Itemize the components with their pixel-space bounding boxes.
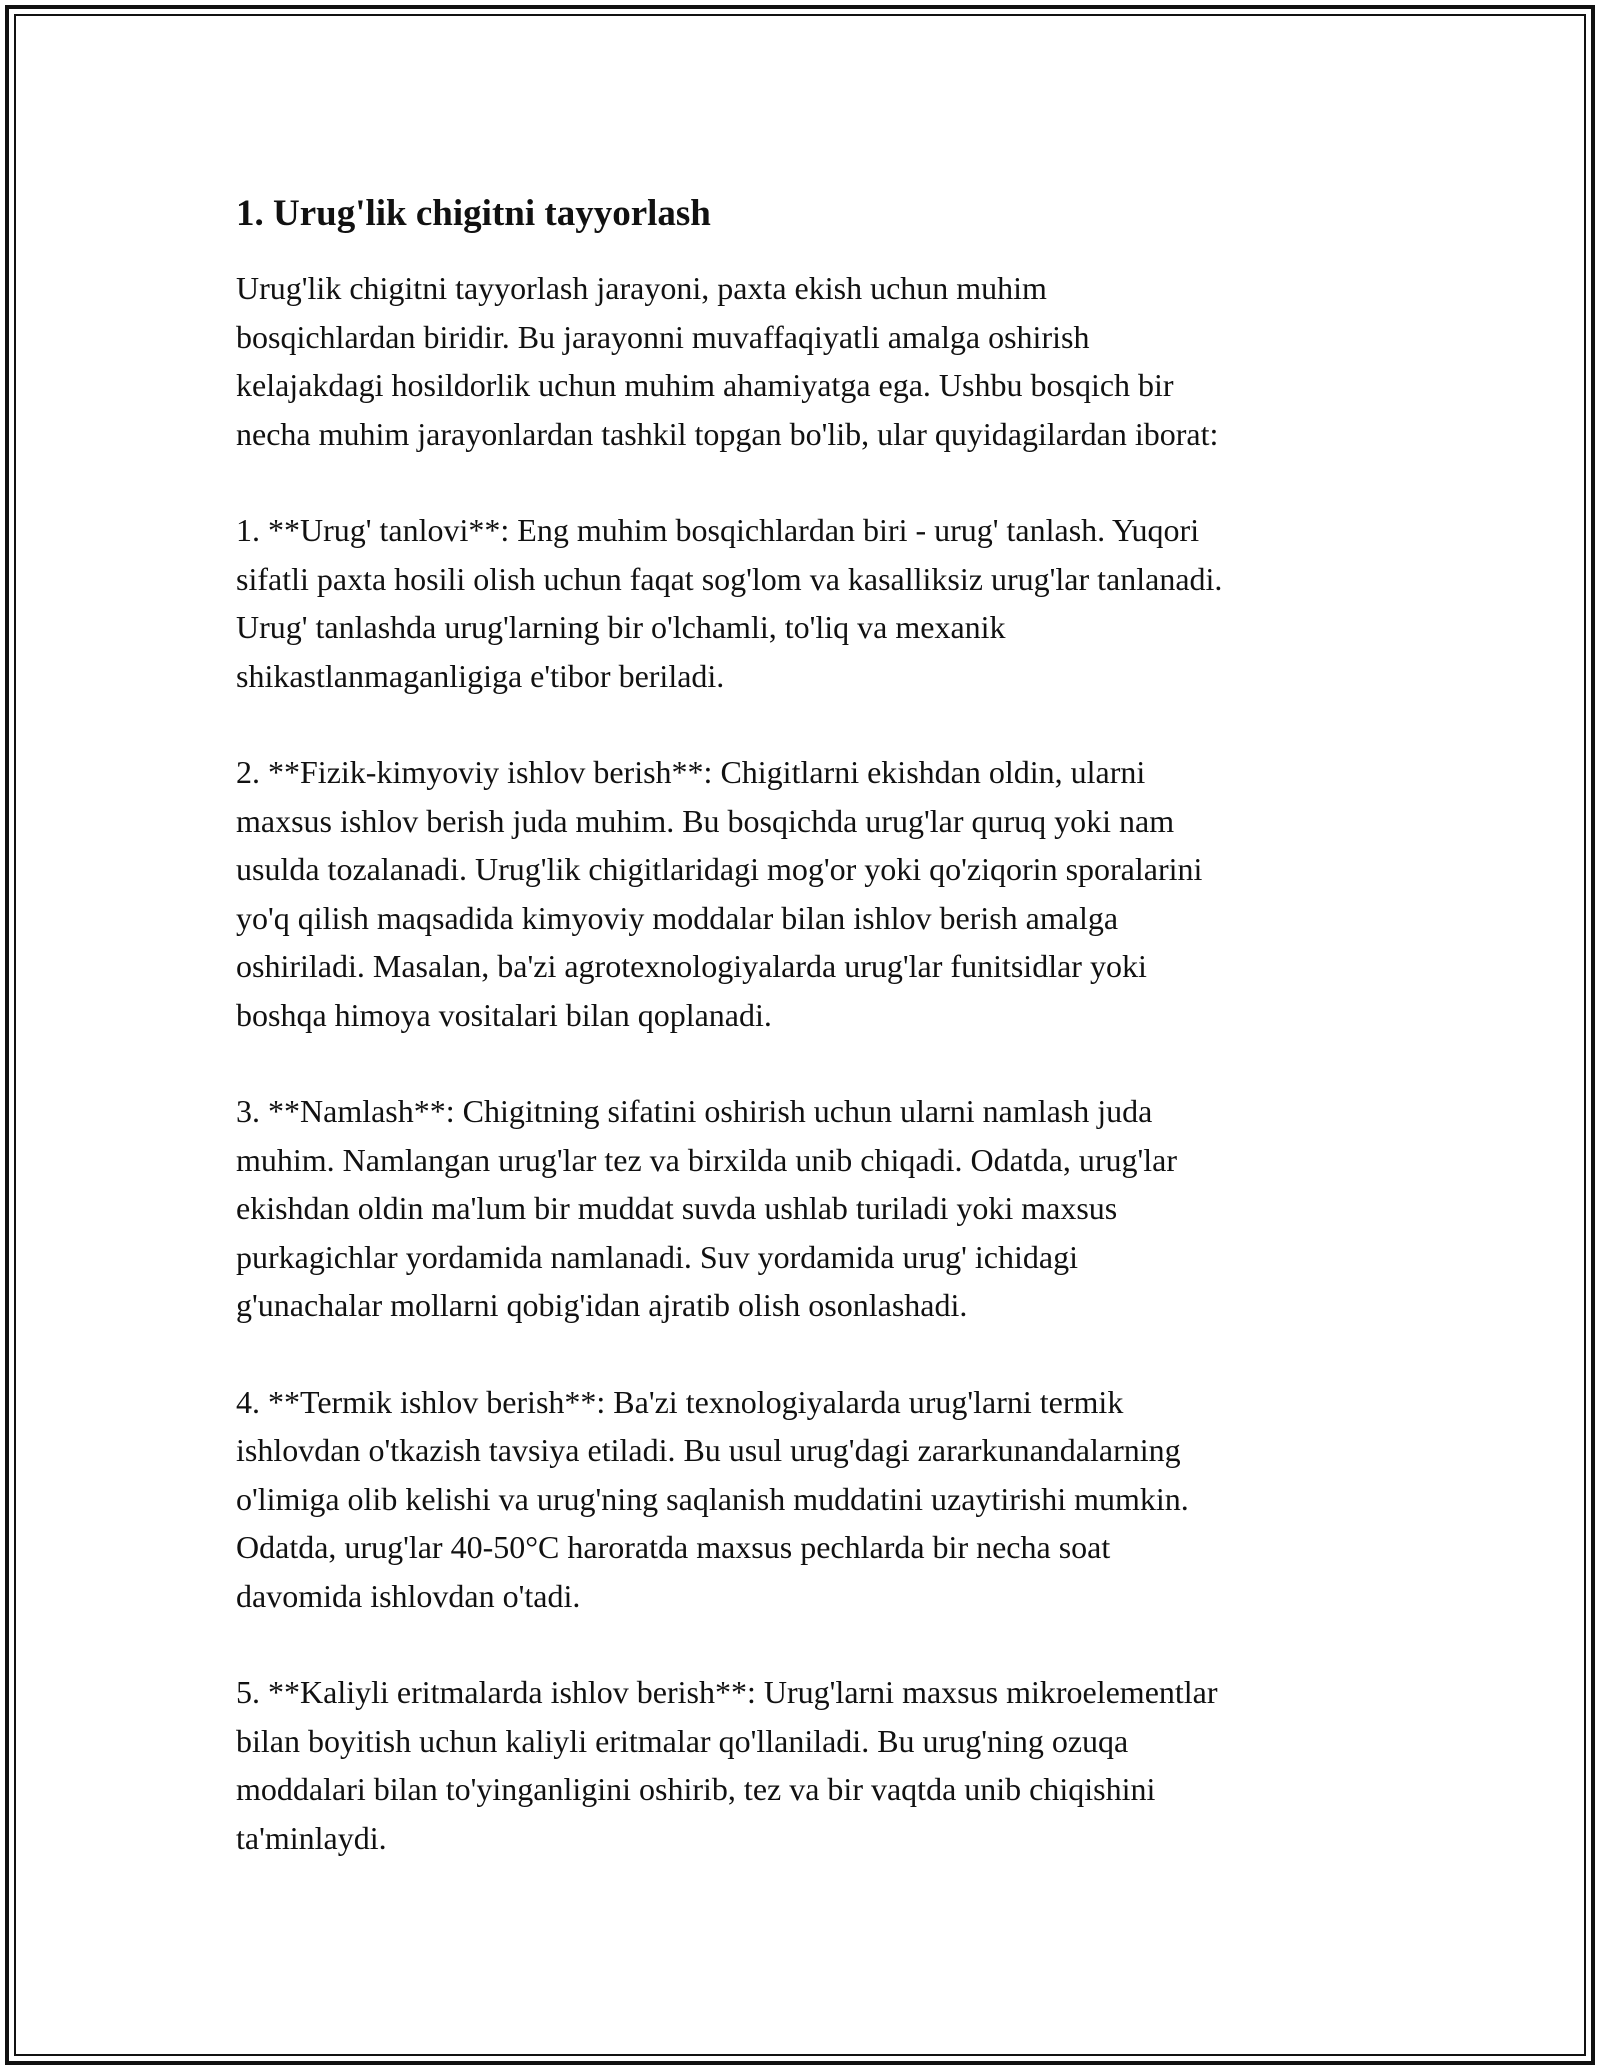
list-item-urug-tanlovi: 1. **Urug' tanlovi**: Eng muhim bosqichlardan biri - urug' tanlash. Yuqori sifatli paxta hosili olish uchun faqat sog'lom va kasalliksiz urug'lar tanlanadi. Urug' tanlashda urug'larning bir o'lchamli, to'liq va mexanik shikastlanmaganligiga e'tibor beriladi. bbox=[236, 512, 1223, 694]
document-body bbox=[236, 186, 1386, 1910]
list-item-kaliyli: 5. **Kaliyli eritmalarda ishlov berish**: Urug'larni maxsus mikroelementlar bilan boyitish uchun kaliyli eritmalar qo'llaniladi. Bu urug'ning ozuqa moddalari bilan to'yinganligini oshirib, tez va bir vaqtda unib chiqishini ta'minlaydi. bbox=[236, 1674, 1218, 1856]
page-title: 1. Urug'lik chigitni tayyorlash bbox=[236, 193, 711, 234]
list-item-fizik-kimyoviy: 2. **Fizik-kimyoviy ishlov berish**: Chigitlarni ekishdan oldin, ularni maxsus ishlov berish juda muhim. Bu bosqichda urug'lar quruq yoki nam usulda tozalanadi. Urug'lik chigitlaridagi mog'or yoki qo'ziqorin sporalarini yo'q qilish maqsadida kimyoviy moddalar bilan ishlov berish amalga oshiriladi. Masalan, ba'zi agrotexnologiyalarda urug'lar funitsidlar yoki boshqa himoya vositalari bilan qoplanadi. bbox=[236, 754, 1203, 1033]
list-item-termik: 4. **Termik ishlov berish**: Ba'zi texnologiyalarda urug'larni termik ishlovdan o'tkazish tavsiya etiladi. Bu usul urug'dagi zararkunandalarning o'limiga olib kelishi va urug'ning saqlanish muddatini uzaytirishi mumkin. Odatda, urug'lar 40-50°C haroratda maxsus pechlarda bir necha soat davomida ishlovdan o'tadi. bbox=[236, 1383, 1189, 1614]
intro-paragraph: Urug'lik chigitni tayyorlash jarayoni, paxta ekish uchun muhim bosqichlardan biridir. Bu jarayonni muvaffaqiyatli amalga oshirish kelajakdagi hosildorlik uchun muhim ahamiyatga ega. Ushbu bosqich bir necha muhim jarayonlardan tashkil topgan bo'lib, ular quyidagilardan iborat: bbox=[236, 270, 1219, 452]
list-item-namlash: 3. **Namlash**: Chigitning sifatini oshirish uchun ularni namlash juda muhim. Namlangan urug'lar tez va birxilda unib chiqadi. Odatda, urug'lar ekishdan oldin ma'lum bir muddat suvda ushlab turiladi yoki maxsus purkagichlar yordamida namlanadi. Suv yordamida urug' ichidagi g'unachalar mollarni qobig'idan ajratib olish osonlashadi. bbox=[236, 1093, 1178, 1323]
